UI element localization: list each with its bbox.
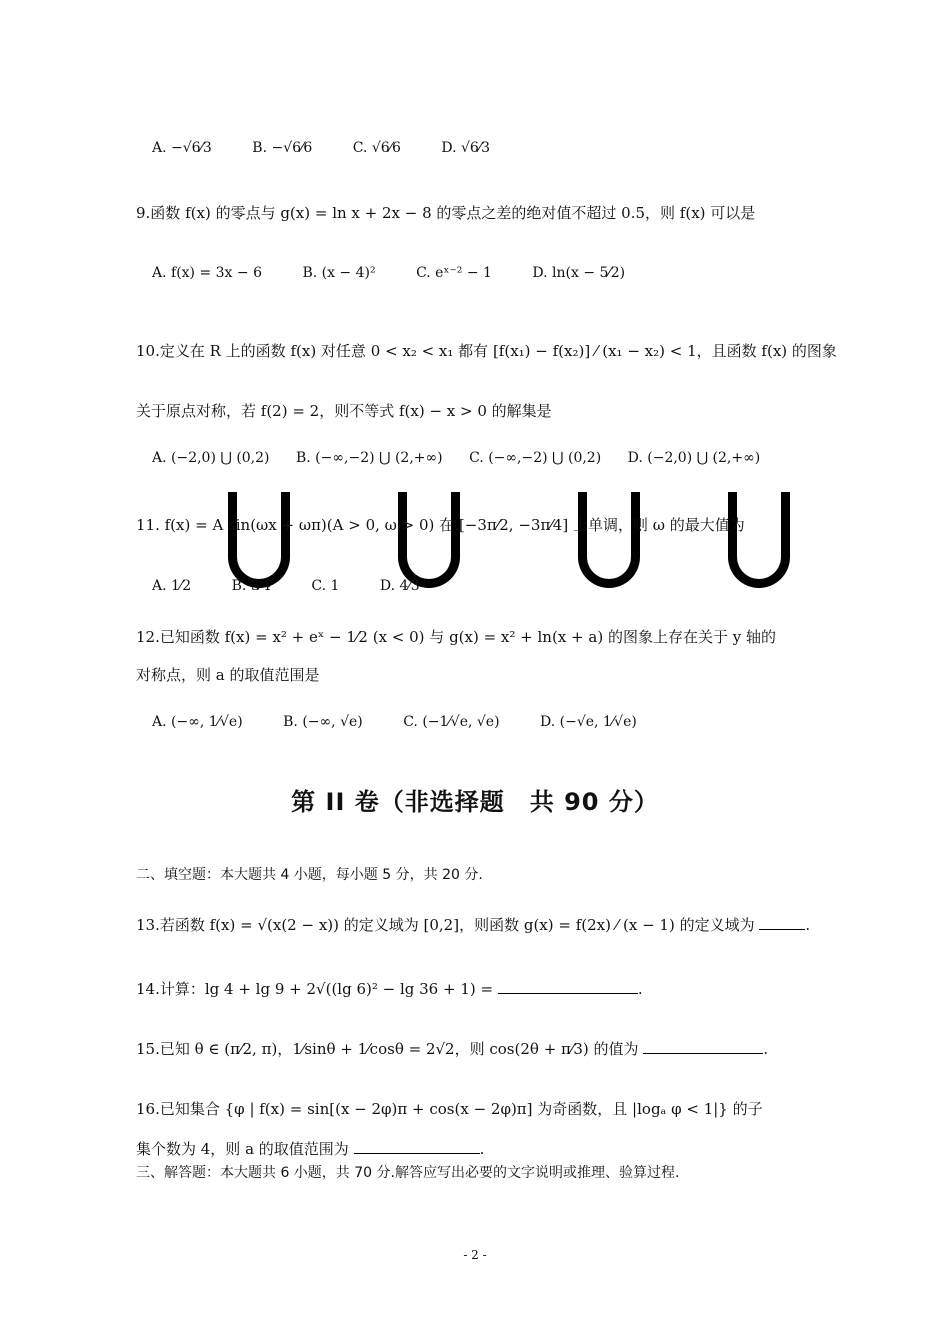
q11-option-b: B. 3⁄4 xyxy=(231,578,271,594)
q16-answer-blank xyxy=(354,1139,480,1154)
q10-option-c: C. (−∞,−2) ⋃ (0,2) xyxy=(469,450,602,466)
q11-option-a: A. 1⁄2 xyxy=(152,578,192,594)
q8-options xyxy=(152,140,812,156)
q10-option-d: D. (−2,0) ⋃ (2,+∞) xyxy=(627,450,761,466)
q11-stem: 11. f(x) = A sin(ωx + ωπ)(A > 0, ω > 0) 在 [−3π⁄2, −3π⁄4] 上单调，则 ω 的最大值为 xyxy=(136,516,745,534)
q12-option-d: D. (−√e, 1⁄√e) xyxy=(540,714,637,730)
q15-text: 15.已知 θ ∈ (π⁄2, π)，1⁄sinθ + 1⁄cosθ = 2√2，则 cos(2θ + π⁄3) 的值为 xyxy=(136,1040,639,1058)
union-symbol-1 xyxy=(228,492,290,588)
q15-end: . xyxy=(763,1040,769,1058)
q13-line xyxy=(136,914,816,936)
page-number: - 2 - xyxy=(463,1248,487,1262)
q10-stem-line1: 10.定义在 R 上的函数 f(x) 对任意 0 < x₂ < x₁ 都有 [f(x₁) − f(x₂)] ⁄ (x₁ − x₂) < 1，且函数 f(x) 的图象 xyxy=(136,342,837,360)
q16-line1: 16.已知集合 {φ | f(x) = sin[(x − 2φ)π + cos(x − 2φ)π] 为奇函数，且 |logₐ φ < 1|} 的子 xyxy=(136,1100,763,1118)
q12-stem-line2: 对称点，则 a 的取值范围是 xyxy=(136,666,320,684)
q13-end: . xyxy=(805,916,811,934)
q16-end: . xyxy=(479,1140,485,1158)
union-symbol-4 xyxy=(728,492,790,588)
q14-line xyxy=(136,978,816,1000)
q8-option-b: B. −√6⁄6 xyxy=(252,140,313,156)
q11-option-d: D. 4⁄3 xyxy=(379,578,420,594)
q12-option-c: C. (−1⁄√e, √e) xyxy=(403,714,500,730)
section-ii-title: 第 II 卷（非选择题 共 90 分） xyxy=(291,788,659,816)
fill-in-heading: 二、填空题：本大题共 4 小题，每小题 5 分，共 20 分. xyxy=(136,867,483,883)
q8-option-a: A. −√6⁄3 xyxy=(152,140,212,156)
union-symbol-3 xyxy=(578,492,640,588)
q9-option-b: B. (x − 4)² xyxy=(302,265,376,281)
q14-answer-blank xyxy=(498,979,638,994)
answer-heading: 三、解答题：本大题共 6 小题，共 70 分.解答应写出必要的文字说明或推理、验算过程. xyxy=(136,1165,680,1181)
q14-text: 14.计算：lg 4 + lg 9 + 2√((lg 6)² − lg 36 + 1) = xyxy=(136,980,494,998)
q11-option-c: C. 1 xyxy=(311,578,340,594)
q12-option-a: A. (−∞, 1⁄√e) xyxy=(152,714,243,730)
q10-stem-line2: 关于原点对称，若 f(2) = 2，则不等式 f(x) − x > 0 的解集是 xyxy=(136,402,552,420)
q11-options xyxy=(152,578,812,594)
q9-options xyxy=(152,265,812,281)
q15-answer-blank xyxy=(643,1039,763,1054)
q9-option-d: D. ln(x − 5⁄2) xyxy=(532,265,626,281)
q14-end: . xyxy=(637,980,643,998)
q8-option-d: D. √6⁄3 xyxy=(441,140,491,156)
q12-stem-line1: 12.已知函数 f(x) = x² + eˣ − 1⁄2 (x < 0) 与 g(x) = x² + ln(x + a) 的图象上存在关于 y 轴的 xyxy=(136,628,776,646)
q16-line2 xyxy=(136,1138,816,1160)
q10-option-a: A. (−2,0) ⋃ (0,2) xyxy=(152,450,270,466)
q10-option-b: B. (−∞,−2) ⋃ (2,+∞) xyxy=(295,450,443,466)
union-symbol-2 xyxy=(398,492,460,588)
q13-answer-blank xyxy=(759,915,805,930)
q12-options xyxy=(152,714,812,730)
q16-text: 集个数为 4，则 a 的取值范围为 xyxy=(136,1140,349,1158)
q12-option-b: B. (−∞, √e) xyxy=(283,714,363,730)
q9-option-c: C. eˣ⁻² − 1 xyxy=(416,265,492,281)
q15-line xyxy=(136,1038,816,1060)
q9-option-a: A. f(x) = 3x − 6 xyxy=(152,265,262,281)
q9-stem: 9.函数 f(x) 的零点与 g(x) = ln x + 2x − 8 的零点之差的绝对值不超过 0.5，则 f(x) 可以是 xyxy=(136,204,756,222)
q8-option-c: C. √6⁄6 xyxy=(352,140,401,156)
q13-text: 13.若函数 f(x) = √(x(2 − x)) 的定义域为 [0,2]，则函数 g(x) = f(2x) ⁄ (x − 1) 的定义域为 xyxy=(136,916,755,934)
q10-options xyxy=(152,450,812,466)
